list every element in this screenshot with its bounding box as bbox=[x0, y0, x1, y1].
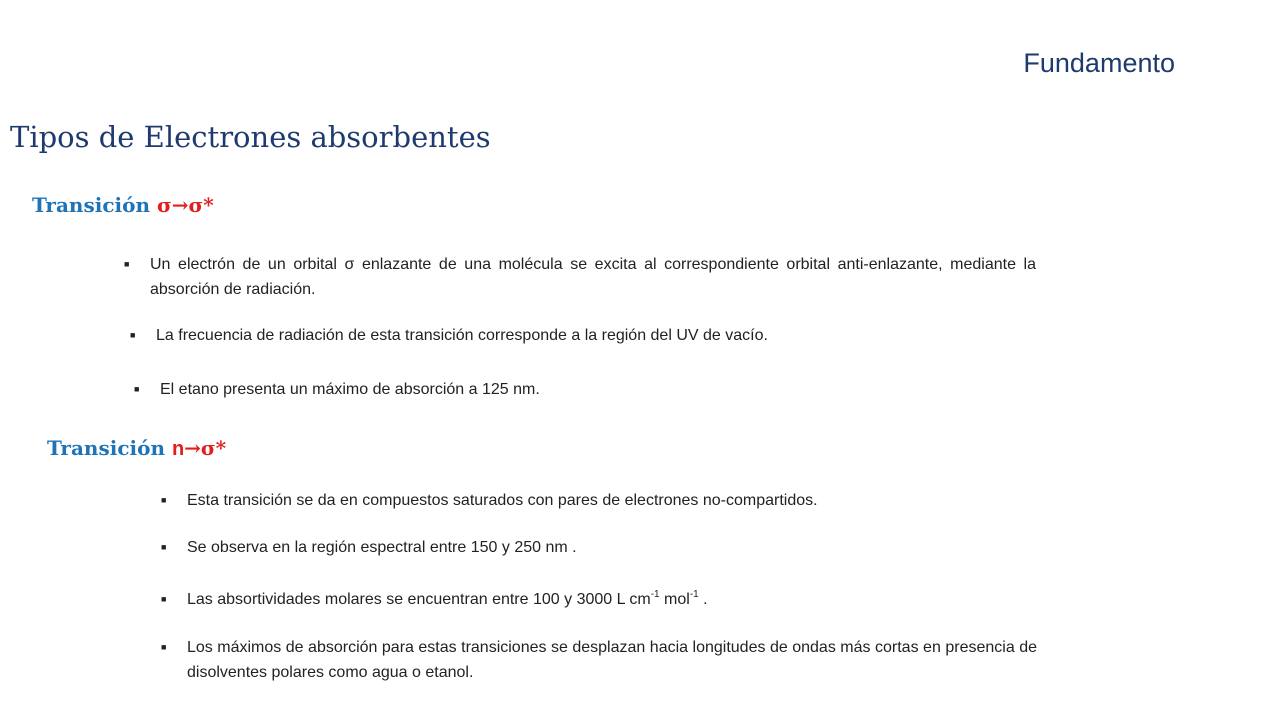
transition-n-heading bbox=[47, 436, 226, 461]
n-bullet-3: ■ Las absortividades molares se encuentran entre 100 y 3000 L $cm^{-1}$ mol$^{-1}$ . bbox=[187, 587, 937, 612]
transition-n-label: Transición bbox=[47, 436, 165, 460]
bullet-marker bbox=[134, 377, 139, 402]
n-bullet-1: ■ Esta transición se da en compuestos saturados con pares de electrones no-compartidos. bbox=[187, 488, 1037, 513]
transition-sigma-label: Transición bbox=[32, 193, 150, 217]
main-title: Tipos de Electrones absorbentes bbox=[10, 120, 491, 154]
sigma-bullet-1: ■ Un electrón de un orbital σ enlazante de una molécula se excita al correspondiente orbital anti-enlazante, mediante la absorción de radiación. bbox=[150, 252, 1036, 302]
bullet-marker bbox=[161, 635, 166, 660]
sigma-bullet-2: ■ La frecuencia de radiación de esta transición corresponde a la región del UV de vacío. bbox=[156, 323, 867, 348]
section-title: Fundamento bbox=[1023, 48, 1175, 78]
n-bullet-4: ■ Los máximos de absorción para estas transiciones se desplazan hacia longitudes de ondas más cortas en presencia de disolventes polares como agua o etanol. bbox=[187, 635, 1037, 685]
bullet-marker bbox=[161, 587, 166, 612]
transition-sigma-symbol: σ→σ* bbox=[156, 193, 214, 217]
transition-n-symbol-n: n bbox=[171, 438, 185, 460]
transition-n-symbol: →σ* bbox=[184, 436, 227, 460]
bullet-marker bbox=[124, 252, 129, 277]
transition-sigma-heading bbox=[32, 193, 214, 217]
sigma-bullet-3: ■ El etano presenta un máximo de absorción a 125 nm. bbox=[160, 377, 760, 402]
n-bullet-2: ■ Se observa en la región espectral entre 150 y 250 nm . bbox=[187, 535, 887, 560]
bullet-marker bbox=[161, 535, 166, 560]
bullet-marker bbox=[161, 488, 166, 513]
bullet-marker bbox=[130, 323, 135, 348]
